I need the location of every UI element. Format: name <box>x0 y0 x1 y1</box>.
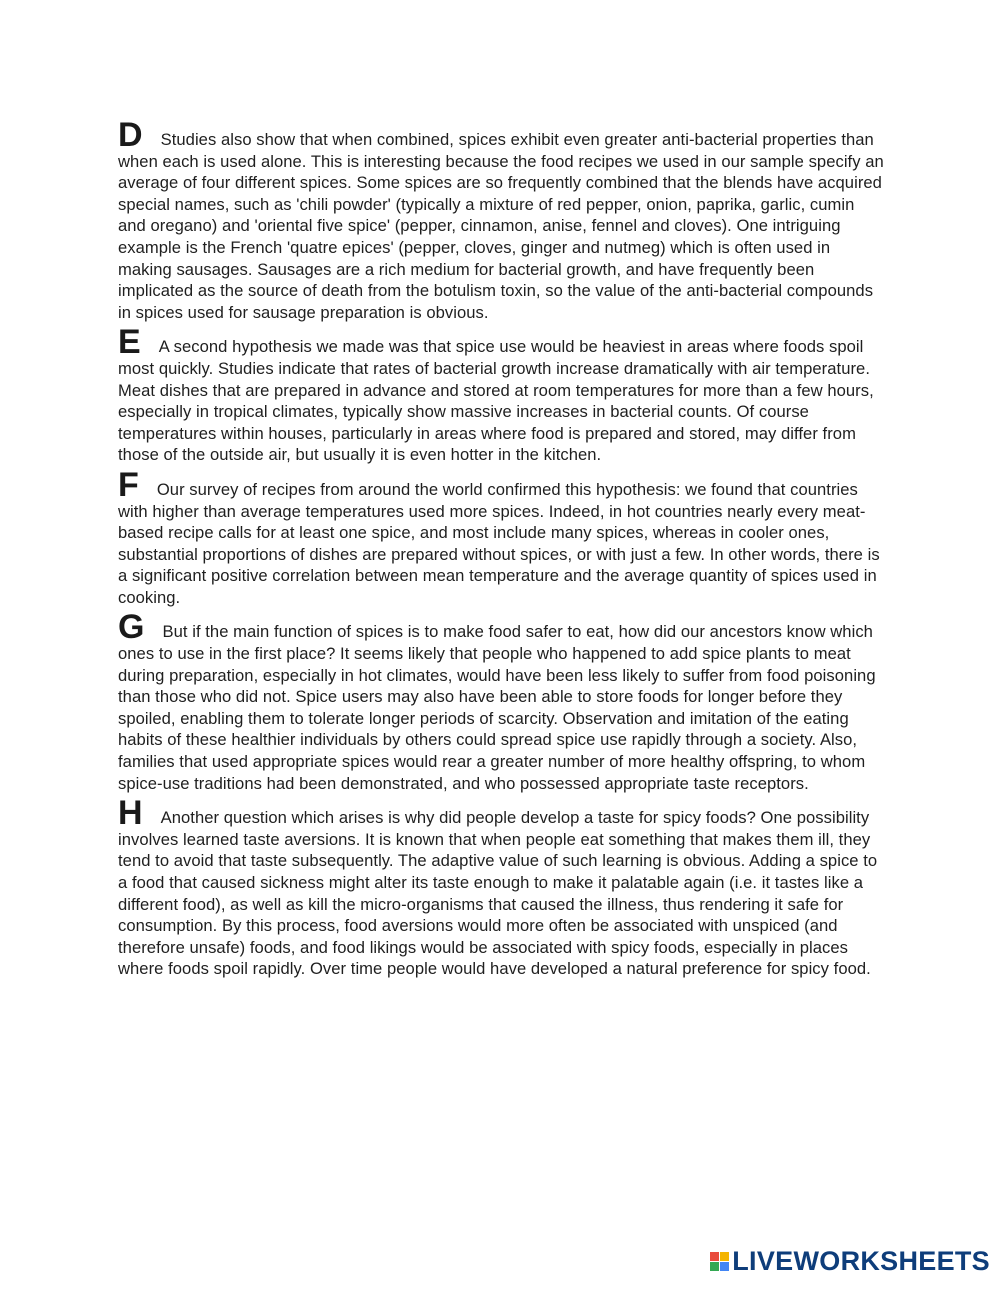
logo-square-blue <box>720 1262 729 1271</box>
document-body <box>118 116 886 984</box>
paragraph-letter-e: E <box>118 323 141 362</box>
paragraph-h <box>118 794 886 980</box>
paragraph-text-g: But if the main function of spices is to make food safer to eat, how did our ancestors know which ones to use in the first place? It seems likely that people who happened to add spice plants to meat during preparation, especially in hot climates, would have been less likely to suffer from food poisoning than those who did not. Spice users may also have been able to store foods for longer before they spoiled, enabling them to tolerate longer periods of scarcity. Observation and imitation of the eating habits of these healthier individuals by others could spread spice use rapidly through a society. Also, families that used appropriate spices would rear a greater number of more healthy offspring, to whom spice-use traditions had been demonstrated, and who possessed appropriate taste receptors. <box>118 622 876 793</box>
paragraph-letter-d: D <box>118 116 143 154</box>
paragraph-letter-g: G <box>118 608 145 647</box>
paragraph-text-f: Our survey of recipes from around the world confirmed this hypothesis: we found that countries with higher than average temperatures used more spices. Indeed, in hot countries nearly every meat-based recipe calls for at least one spice, and most include many spices, whereas in cooler ones, substantial proportions of dishes are prepared without spices, or with just a few. In other words, there is a significant positive correlation between mean temperature and the average quantity of spices used in cooking. <box>118 479 880 607</box>
paragraph-text-h: Another question which arises is why did people develop a taste for spicy foods? One possibility involves learned taste aversions. It is known that when people eat something that makes them ill, they tend to avoid that taste subsequently. The adaptive value of such learning is obvious. Adding a spice to a food that caused sickness might alter its taste enough to make it palatable again (i.e. it tastes like a different food), as well as kill the micro-organisms that caused the illness, thus rendering it safe for consumption. By this process, food aversions would more often be associated with unspiced (and therefore unsafe) foods, and food likings would be associated with spicy foods, especially in places where foods spoil rapidly. Over time people would have developed a natural preference for spicy food. <box>118 808 878 979</box>
paragraph-text-e: A second hypothesis we made was that spice use would be heaviest in areas where foods spoil most quickly. Studies indicate that rates of bacterial growth increase dramatically with air temperature. Meat dishes that are prepared in advance and stored at room temperatures for more than a few hours, especially in tropical climates, typically show massive increases in bacterial counts. Of course temperatures within houses, particularly in areas where food is prepared and stored, may differ from those of the outside air, but usually it is even hotter in the kitchen. <box>118 337 874 465</box>
paragraph-f <box>118 465 886 609</box>
logo-square-green <box>710 1262 719 1271</box>
paragraph-text-d: Studies also show that when combined, spices exhibit even greater anti-bacterial properties than when each is used alone. This is interesting because the food recipes we used in our sample specify an average of four different spices. Some spices are so frequently combined that the blends have acquired special names, such as 'chili powder' (typically a mixture of red pepper, onion, paprika, garlic, cumin and oregano) and 'oriental five spice' (pepper, cinnamon, anise, fennel and cloves). One intriguing example is the French 'quatre epices' (pepper, cloves, ginger and nutmeg) which is often used in making sausages. Sausages are a rich medium for bacterial growth, and have frequently been implicated as the source of death from the botulism toxin, so the value of the anti-bacterial compounds in spices used for sausage preparation is obvious. <box>118 130 884 322</box>
paragraph-e <box>118 323 886 466</box>
liveworksheets-logo-icon <box>710 1252 729 1271</box>
liveworksheets-brand <box>710 1246 990 1277</box>
logo-square-red <box>710 1252 719 1261</box>
paragraph-d <box>118 116 886 323</box>
paragraph-letter-f: F <box>118 465 139 504</box>
logo-square-yellow <box>720 1252 729 1261</box>
paragraph-g <box>118 608 886 794</box>
paragraph-letter-h: H <box>118 794 143 833</box>
liveworksheets-wordmark: LIVEWORKSHEETS <box>732 1246 990 1276</box>
